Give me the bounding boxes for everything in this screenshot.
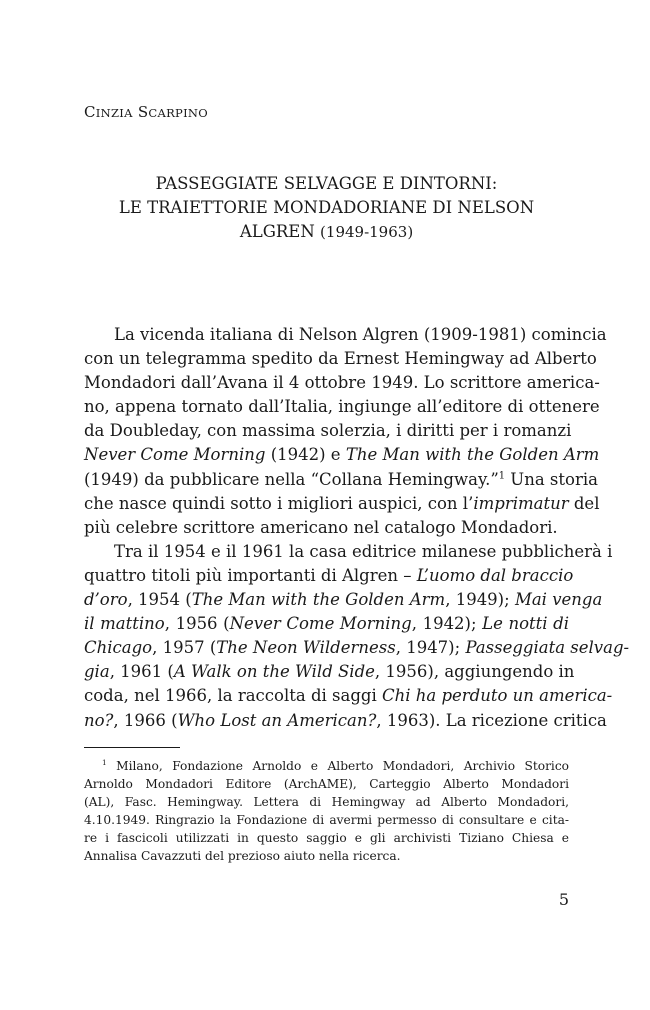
body-line: da Doubleday, con massima solerzia, i diritti per i romanzi xyxy=(84,421,572,441)
body-line: con un telegramma spedito da Ernest Hemingway ad Alberto xyxy=(84,349,597,369)
body-line: il mattino, 1956 (Never Come Morning, 1942); Le notti di xyxy=(84,614,569,634)
body-line: quattro titoli più importanti di Algren – L’uomo dal braccio xyxy=(84,565,574,585)
footnote-line: (AL), Fasc. Hemingway. Lettera di Hemingway ad Alberto Mondadori, xyxy=(84,794,569,809)
page-number: 5 xyxy=(558,890,569,909)
body-line: Mondadori dall’Avana il 4 ottobre 1949. Lo scrittore america- xyxy=(84,373,600,393)
title-line-3: ALGREN (1949-1963) xyxy=(239,222,414,241)
running-head-author: CINZIA SCARPINO xyxy=(84,103,209,121)
body-line: che nasce quindi sotto i migliori auspici, con l’imprimatur del xyxy=(84,493,600,513)
body-line: gia, 1961 (A Walk on the Wild Side, 1956), aggiungendo in xyxy=(84,662,575,682)
title-line-1: PASSEGGIATE SELVAGGE E DINTORNI: xyxy=(155,174,498,193)
footnote-line: Arnoldo Mondadori Editore (ArchAME), Carteggio Alberto Mondadori xyxy=(84,776,569,791)
body-line: La vicenda italiana di Nelson Algren (1909-1981) comincia xyxy=(114,325,607,344)
body-line: più celebre scrittore americano nel catalogo Mondadori. xyxy=(84,517,558,537)
body-line: Tra il 1954 e il 1961 la casa editrice milanese pubblicherà i xyxy=(114,541,613,561)
footnote-line: re i fascicoli utilizzati in questo saggio e gli archivisti Tiziano Chiesa e xyxy=(84,830,569,845)
body-line: Chicago, 1957 (The Neon Wilderness, 1947); Passeggiata selvag- xyxy=(84,638,630,658)
footnote-line: 4.10.1949. Ringrazio la Fondazione di avermi permesso di consultare e cita- xyxy=(84,812,569,827)
page xyxy=(84,0,630,1010)
body-line: coda, nel 1966, la raccolta di saggi Chi ha perduto un america- xyxy=(84,686,613,706)
body-line: (1949) da pubblicare nella “Collana Hemingway.”$^1$ Una storia xyxy=(84,469,598,489)
footnotes xyxy=(84,758,569,865)
article-body xyxy=(84,323,630,733)
body-line: d’oro, 1954 (The Man with the Golden Arm, 1949); Mai venga xyxy=(84,590,603,610)
body-line: Never Come Morning (1942) e The Man with the Golden Arm xyxy=(84,445,600,465)
footnote-line: Annalisa Cavazzuti del prezioso aiuto nella ricerca. xyxy=(84,848,401,863)
footnote-line: $^1$ Milano, Fondazione Arnoldo e Alberto Mondadori, Archivio Storico xyxy=(102,757,569,773)
footnote-ref[interactable]: 1 xyxy=(498,470,506,482)
footnote-rule xyxy=(84,747,180,748)
title-line-2: LE TRAIETTORIE MONDADORIANE DI NELSON xyxy=(118,198,535,217)
footnote-marker: 1 xyxy=(102,757,107,767)
body-line: no?, 1966 (Who Lost an American?, 1963). La ricezione critica xyxy=(84,710,607,730)
body-line: no, appena tornato dall’Italia, ingiunge all’editore di ottenere xyxy=(84,397,600,417)
article-title xyxy=(84,172,569,244)
